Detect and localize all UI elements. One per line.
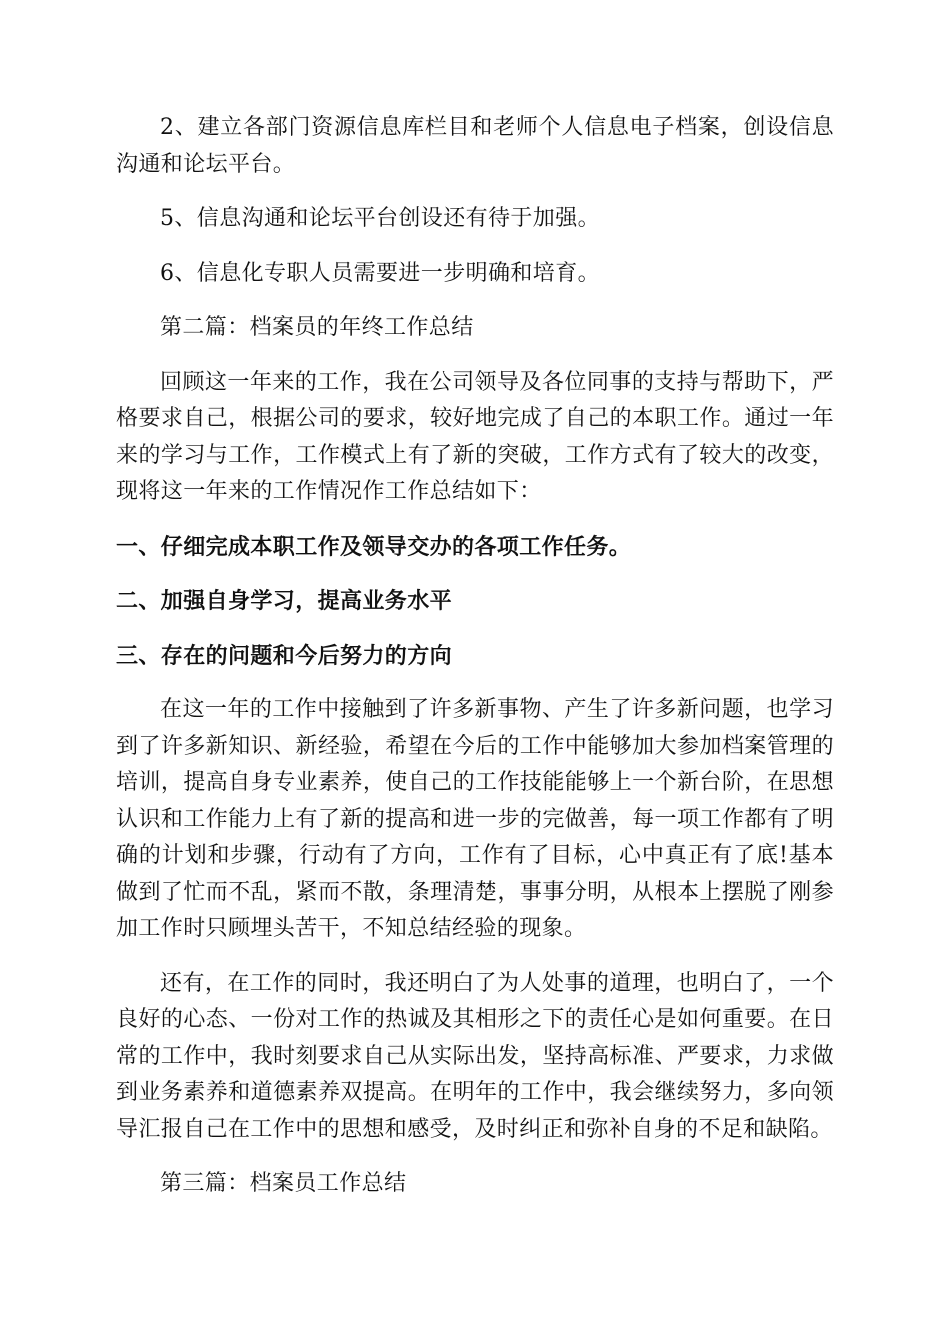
heading-three: 三、存在的问题和今后努力的方向 [116, 642, 453, 669]
paragraph-item-5: 5、信息沟通和论坛平台创设还有待于加强。 [160, 206, 600, 231]
paragraph-item-2: 2、建立各部门资源信息库栏目和老师个人信息电子档案，创设信息沟通和论坛平台。 [116, 115, 834, 177]
heading-two: 二、加强自身学习，提高业务水平 [116, 588, 453, 614]
heading-one: 一、仔细完成本职工作及领导交办的各项工作任务。 [116, 533, 632, 560]
section-title-part-three: 第三篇：档案员工作总结 [160, 1171, 407, 1196]
body-paragraph-problems: 在这一年的工作中接触到了许多新事物、产生了许多新问题，也学习到了许多新知识、新经验，希望在今后的工作中能够加大参加档案管理的培训，提高自身专业素养，使自己的工作技能能够上一个新台阶，在思想认识和工作能力上有了新的提高和进一步的完做善，每一项工作都有了明确的计划和步骤，行动有了方向，工作有了目标，心中真正有了底!基本做到了忙而不乱，紧而不散，条理清楚，事事分明，从根本上摆脱了刚参加工作时只顾埋头苦干，不知总结经验的现象。 [116, 697, 834, 941]
document-page [116, 110, 834, 1203]
section-title-part-two: 第二篇：档案员的年终工作总结 [160, 315, 474, 340]
body-paragraph-additionally: 还有，在工作的同时，我还明白了为人处事的道理，也明白了，一个良好的心态、一份对工作的热诚及其相形之下的责任心是如何重要。在日常的工作中，我时刻要求自己从实际出发，坚持高标准、严要求，力求做到业务素养和道德素养双提高。在明年的工作中，我会继续努力，多向领导汇报自己在工作中的思想和感受，及时纠正和弥补自身的不足和缺陷。 [116, 970, 834, 1142]
paragraph-item-6: 6、信息化专职人员需要进一步明确和培育。 [160, 260, 600, 286]
intro-paragraph: 回顾这一年来的工作，我在公司领导及各位同事的支持与帮助下，严格要求自己，根据公司的要求，较好地完成了自己的本职工作。通过一年来的学习与工作，工作模式上有了新的突破，工作方式有了较大的改变，现将这一年来的工作情况作工作总结如下： [116, 369, 834, 504]
